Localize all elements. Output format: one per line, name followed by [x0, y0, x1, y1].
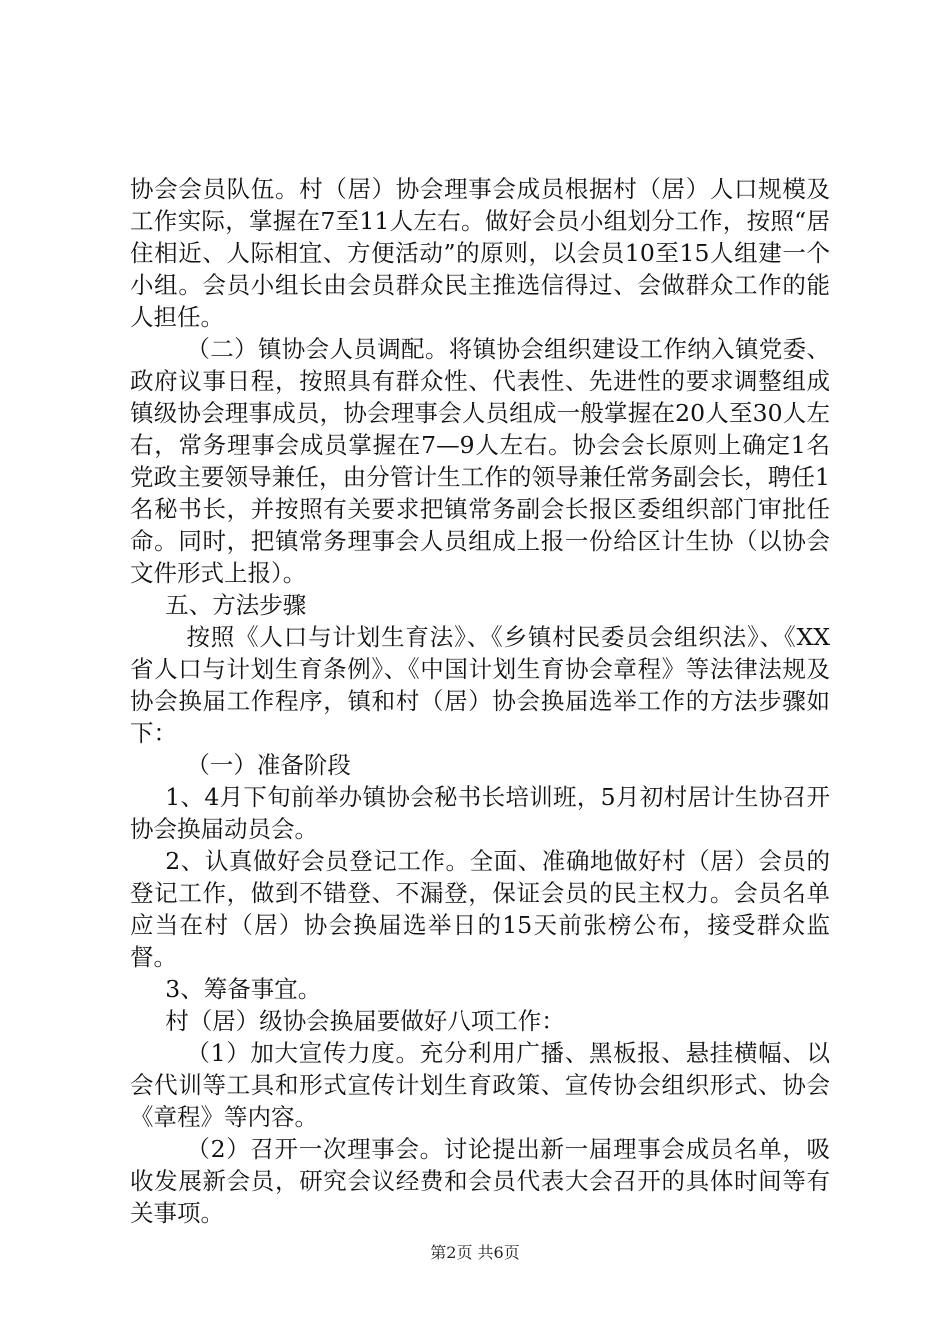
sub-item-2: （2）召开一次理事会。讨论提出新一届理事会成员名单，吸收发展新会员，研究会议经费和会员代表大会召开的具体时间等有关事项。 [130, 1135, 830, 1227]
paragraph-9: 村（居）级协会换届要做好八项工作： [165, 1007, 565, 1035]
document-body [130, 173, 830, 1229]
list-item-3: 3、筹备事宜。 [165, 975, 322, 1003]
section-heading-methods: 五、方法步骤 [165, 591, 307, 619]
paragraph-2: （二）镇协会人员调配。将镇协会组织建设工作纳入镇党委、政府议事日程，按照具有群众性、代表性、先进性的要求调整组成镇级协会理事成员，协会理事会人员组成一般掌握在20人至30人左右，常务理事会成员掌握在7—9人左右。协会会长原则上确定1名党政主要领导兼任，由分管计生工作的领导兼任常务副会长，聘任1名秘书长，并按照有关要求把镇常务副会长报区委组织部门审批任命。同时，把镇常务理事会人员组成上报一份给区计生协（以协会文件形式上报）。 [130, 335, 830, 587]
paragraph-4: 按照《人口与计划生育法》、《乡镇村民委员会组织法》、《XX省人口与计划生育条例》、《中国计划生育协会章程》等法律法规及协会换届工作程序，镇和村（居）协会换届选举工作的方法步骤如下： [130, 623, 830, 747]
list-item-1: 1、4月下旬前举办镇协会秘书长培训班，5月初村居计生协召开协会换届动员会。 [130, 783, 830, 843]
page-number-footer: 第2页 共6页 [430, 1243, 520, 1262]
sub-item-1: （1）加大宣传力度。充分利用广播、黑板报、悬挂横幅、以会代训等工具和形式宣传计划生育政策、宣传协会组织形式、协会《章程》等内容。 [130, 1039, 830, 1131]
subsection-heading-preparation: （一）准备阶段 [186, 751, 351, 779]
list-item-2: 2、认真做好会员登记工作。全面、准确地做好村（居）会员的登记工作，做到不错登、不漏登，保证会员的民主权力。会员名单应当在村（居）协会换届选举日的15天前张榜公布，接受群众监督。 [130, 847, 830, 971]
paragraph-1: 协会会员队伍。村（居）协会理事会成员根据村（居）人口规模及工作实际，掌握在7至11人左右。做好会员小组划分工作，按照“居住相近、人际相宜、方便活动”的原则，以会员10至15人组建一个小组。会员小组长由会员群众民主推选信得过、会做群众工作的能人担任。 [130, 175, 830, 331]
